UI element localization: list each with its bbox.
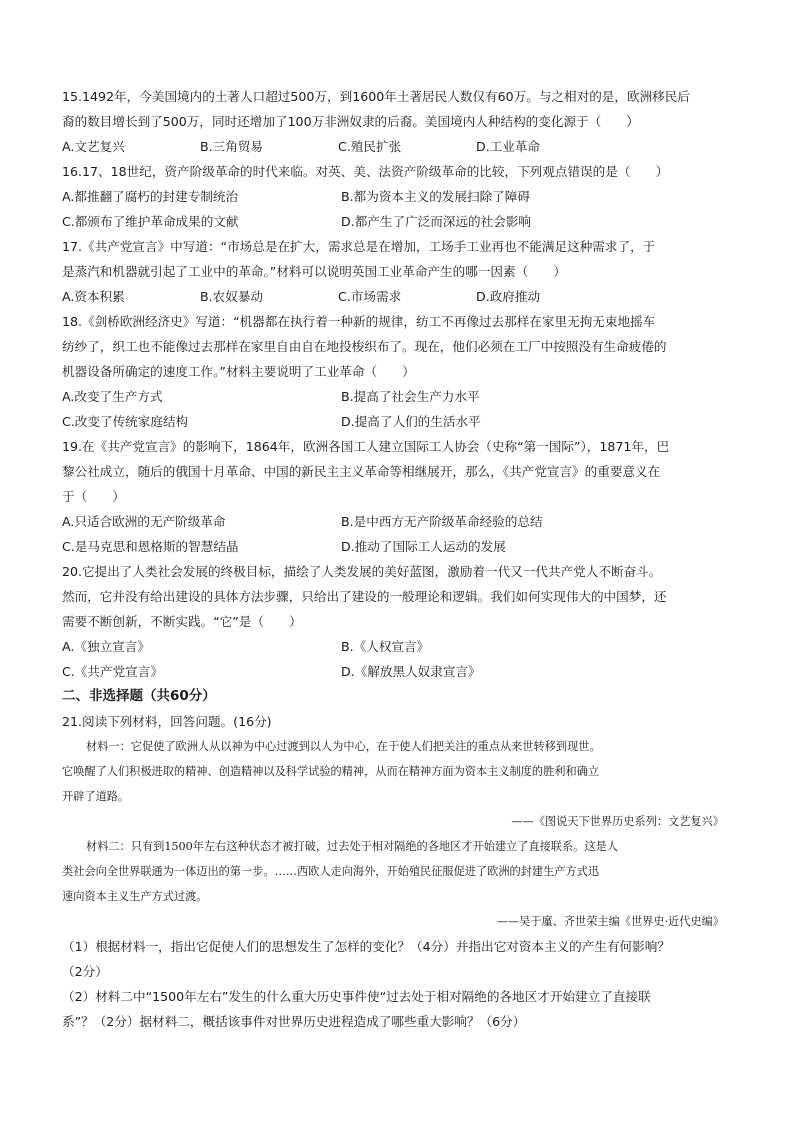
option-c: C.殖民扩张 bbox=[338, 139, 402, 154]
section-heading: 二、非选择题（共60分） bbox=[62, 688, 216, 704]
material-1-source: ——《图说天下世界历史系列：文艺复兴》 bbox=[511, 815, 724, 828]
material-2-line: 速向资本主义生产方式过渡。 bbox=[62, 890, 208, 903]
question-stem-line: 纺纱了，织工也不能像过去那样在家里自由自在地投梭织布了。现在，他们必须在工厂中按照没有生命疲倦的 bbox=[62, 339, 667, 354]
option-c: C.市场需求 bbox=[338, 289, 402, 304]
option-c: C.改变了传统家庭结构 bbox=[62, 414, 189, 429]
answer-options bbox=[62, 284, 734, 309]
option-b: B.《人权宣言》 bbox=[341, 639, 430, 654]
option-c: C.《共产党宣言》 bbox=[62, 664, 163, 679]
question-intro: 21.阅读下列材料，回答问题。(16分) bbox=[62, 714, 272, 729]
material-2-line: 材料二：只有到1500年左右这种状态才被打破，过去处于相对隔绝的各地区才开始建立了直接联系。这是人 bbox=[86, 840, 618, 853]
material-1-line: 开辟了道路。 bbox=[62, 790, 130, 803]
sub-question-2: （2）材料二中“1500年左右”发生的什么重大历史事件使“过去处于相对隔绝的各地区才开始建立了直接联 bbox=[62, 989, 651, 1004]
answer-options bbox=[62, 184, 734, 209]
question-18 bbox=[62, 309, 734, 434]
answer-options bbox=[62, 534, 734, 559]
question-stem-line: 是蒸汽和机器就引起了工业中的革命。”材料可以说明英国工业革命产生的哪一因素（ ） bbox=[62, 264, 566, 279]
answer-options bbox=[62, 384, 734, 409]
option-d: D.提高了人们的生活水平 bbox=[341, 414, 481, 429]
question-15 bbox=[62, 84, 734, 159]
question-stem-line: 19.在《共产党宣言》的影响下，1864年，欧洲各国工人建立国际工人协会（史称“第一国际”），1871年，巴 bbox=[62, 439, 670, 454]
option-a: A.改变了生产方式 bbox=[62, 389, 163, 404]
question-stem-line: 机器设备所确定的速度工作。”材料主要说明了工业革命（ ） bbox=[62, 364, 415, 379]
answer-options bbox=[62, 134, 734, 159]
question-17 bbox=[62, 234, 734, 309]
question-21 bbox=[62, 709, 734, 1034]
option-a: A.《独立宣言》 bbox=[62, 639, 150, 654]
question-stem-line: 17.《共产党宣言》中写道：“市场总是在扩大，需求总是在增加，工场手工业再也不能满足这种需求了，于 bbox=[62, 239, 656, 254]
question-20 bbox=[62, 559, 734, 684]
option-a: A.都推翻了腐朽的封建专制统治 bbox=[62, 189, 239, 204]
option-d: D.都产生了广泛而深远的社会影响 bbox=[341, 214, 532, 229]
material-2-source: ——吴于廑、齐世荣主编《世界史·近代史编》 bbox=[496, 915, 724, 928]
question-stem-line: 16.17、18世纪，资产阶级革命的时代来临。对英、美、法资产阶级革命的比较，下列观点错误的是（ ） bbox=[62, 164, 669, 179]
option-b: B.农奴暴动 bbox=[200, 289, 264, 304]
question-stem-line: 裔的数目增长到了500万，同时还增加了100万非洲奴隶的后裔。美国境内人种结构的变化源于（ ） bbox=[62, 114, 640, 129]
material-1-line: 它唤醒了人们积极进取的精神、创造精神以及科学试验的精神，从而在精神方面为资本主义制度的胜利和确立 bbox=[62, 765, 600, 778]
question-stem-line: 黎公社成立，随后的俄国十月革命、中国的新民主主义革命等相继展开，那么，《共产党宣言》的重要意义在 bbox=[62, 464, 661, 479]
option-d: D.工业革命 bbox=[476, 139, 541, 154]
question-stem-line: 20.它提出了人类社会发展的终极目标，描绘了人类发展的美好蓝图，激励着一代又一代共产党人不断奋斗。 bbox=[62, 564, 662, 579]
option-d: D.政府推动 bbox=[476, 289, 541, 304]
question-stem-line: 15.1492年，今美国境内的土著人口超过500万，到1600年土著居民人数仅有60万。与之相对的是，欧洲移民后 bbox=[62, 89, 690, 104]
option-d: D.推动了国际工人运动的发展 bbox=[341, 539, 506, 554]
answer-options bbox=[62, 409, 734, 434]
sub-question-1: （1）根据材料一，指出它促使人们的思想发生了怎样的变化？（4分）并指出它对资本主义的产生有何影响？ bbox=[62, 939, 670, 954]
question-stem-line: 于（ ） bbox=[62, 489, 125, 504]
sub-question-1: （2分） bbox=[62, 964, 108, 979]
answer-options bbox=[62, 209, 734, 234]
material-2-line: 类社会向全世界联通为一体迈出的第一步。……西欧人走向海外，开始殖民征服促进了欧洲的封建生产方式迅 bbox=[62, 865, 600, 878]
option-c: C.是马克思和恩格斯的智慧结晶 bbox=[62, 539, 239, 554]
material-1-line: 材料一：它促使了欧洲人从以神为中心过渡到以人为中心，在于使人们把关注的重点从来世转移到现世。 bbox=[86, 740, 601, 753]
option-b: B.提高了社会生产力水平 bbox=[341, 389, 480, 404]
sub-question-2: 系”？（2分）据材料二，概括该事件对世界历史进程造成了哪些重大影响？（6分） bbox=[62, 1014, 526, 1029]
option-b: B.都为资本主义的发展扫除了障碍 bbox=[341, 189, 530, 204]
exam-page bbox=[62, 84, 734, 1034]
question-stem-line: 需要不断创新，不断实践。“它”是（ ） bbox=[62, 614, 302, 629]
answer-options bbox=[62, 509, 734, 534]
option-a: A.文艺复兴 bbox=[62, 139, 125, 154]
question-19 bbox=[62, 434, 734, 559]
option-a: A.资本积累 bbox=[62, 289, 125, 304]
question-stem-line: 然而，它并没有给出建设的具体方法步骤，只给出了建设的一般理论和逻辑。我们如何实现伟大的中国梦，还 bbox=[62, 589, 667, 604]
question-stem-line: 18.《剑桥欧洲经济史》写道：“机器都在执行着一种新的规律，纺工不再像过去那样在家里无拘无束地摇车 bbox=[62, 314, 656, 329]
option-b: B.是中西方无产阶级革命经验的总结 bbox=[341, 514, 543, 529]
answer-options bbox=[62, 659, 734, 684]
option-d: D.《解放黑人奴隶宣言》 bbox=[341, 664, 481, 679]
option-b: B.三角贸易 bbox=[200, 139, 264, 154]
answer-options bbox=[62, 634, 734, 659]
option-a: A.只适合欧洲的无产阶级革命 bbox=[62, 514, 226, 529]
option-c: C.都颁布了维护革命成果的文献 bbox=[62, 214, 239, 229]
question-16 bbox=[62, 159, 734, 234]
